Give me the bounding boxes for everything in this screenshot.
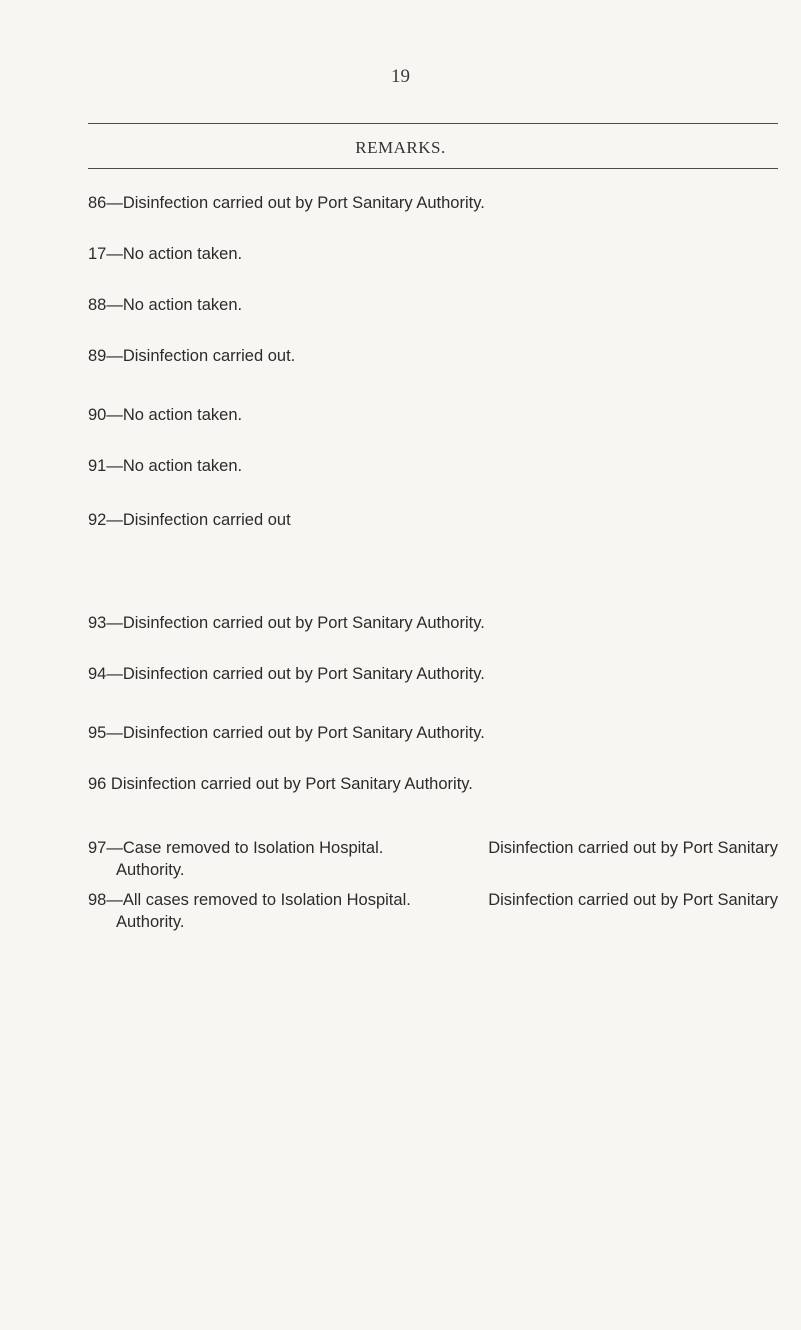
remark-17: 17—No action taken. [88, 245, 243, 263]
remark-98-disinfection-text: Disinfection carried out by Port Sanitary [488, 891, 778, 909]
remark-97-line1 [88, 837, 778, 859]
bottom-rule [88, 168, 778, 169]
remark-98-continuation: Authority. [116, 913, 185, 931]
remark-97-disinfection-text: Disinfection carried out by Port Sanitary [488, 839, 778, 857]
remark-89: 89—Disinfection carried out. [88, 347, 296, 365]
remark-93: 93—Disinfection carried out by Port Sanitary Authority. [88, 614, 485, 632]
remark-98-case-text: 98—All cases removed to Isolation Hospital. [88, 891, 411, 909]
remark-92: 92—Disinfection carried out [88, 511, 291, 529]
remark-88: 88—No action taken. [88, 296, 243, 314]
remark-91: 91—No action taken. [88, 457, 243, 475]
remark-94: 94—Disinfection carried out by Port Sanitary Authority. [88, 665, 485, 683]
remark-86: 86—Disinfection carried out by Port Sanitary Authority. [88, 194, 485, 212]
page-number: 19 [391, 66, 410, 87]
remark-98 [88, 889, 778, 933]
remark-97 [88, 837, 778, 881]
remark-95: 95—Disinfection carried out by Port Sanitary Authority. [88, 724, 485, 742]
remark-96: 96 Disinfection carried out by Port Sanitary Authority. [88, 775, 473, 793]
remark-98-line1 [88, 889, 778, 911]
remark-97-case-text: 97—Case removed to Isolation Hospital. [88, 839, 384, 857]
remark-90: 90—No action taken. [88, 406, 243, 424]
remarks-heading: REMARKS. [355, 138, 446, 157]
top-rule [88, 123, 778, 124]
remark-97-continuation: Authority. [116, 861, 185, 879]
